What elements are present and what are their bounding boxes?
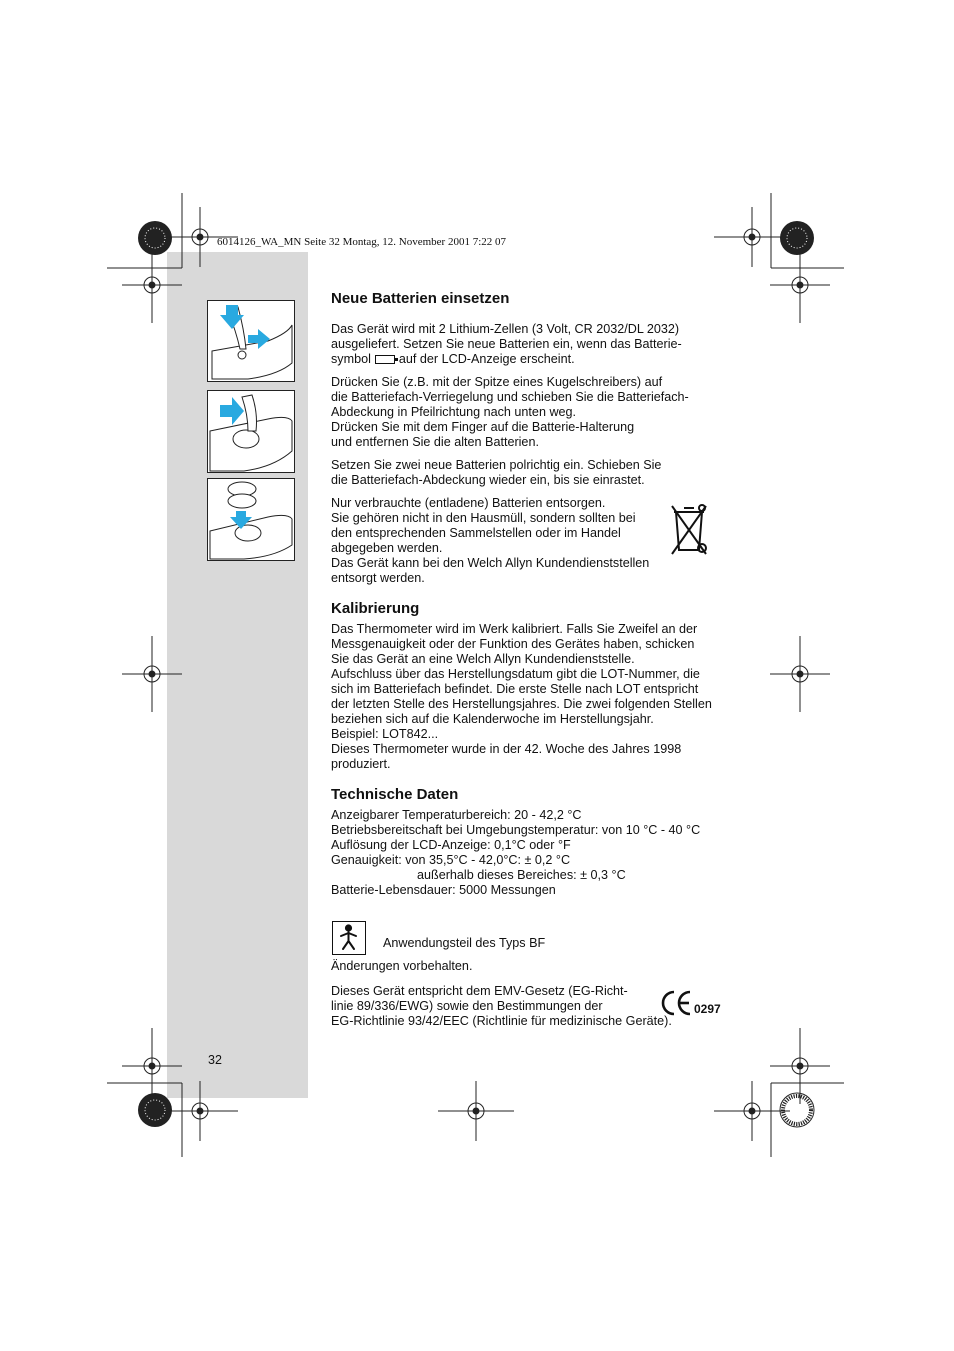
calibration-paragraph: Das Thermometer wird im Werk kalibriert. Falls Sie Zweifel an der Messgenauigkeit oder der Funktion des Gerätes haben, schicken Sie das Gerät an eine Welch Allyn Kundendienststelle. Aufschluss über das Herstellungsdatum gibt die LOT-Nummer, die sich im Batteriefach befindet. Die erste Stelle nach LOT entspricht der letzten Stelle des Herstellungsjahres. Die zwei folgenden Stellen beziehen sich auf die Kalenderwoche im Herstellungsjahr. Beispiel: LOT842... Dieses Thermometer wurde in der 42. Woche des Jahres 1998 produziert. xyxy=(331,622,712,771)
batteries-disposal-paragraph: Nur verbrauchte (entladene) Batterien entsorgen. Sie gehören nicht in den Hausmüll, sondern sollten bei den entsprechenden Sammelstellen oder im Handel abgegeben werden. Das Gerät kann bei den Welch Allyn Kundendienststellen entsorgt werden. xyxy=(331,496,650,585)
ce-mark-icon xyxy=(660,988,692,1018)
batteries-paragraph-2: Drücken Sie (z.B. mit der Spitze eines Kugelschreibers) auf die Batteriefach-Verriegelung und schieben Sie die Batteriefach- Abdeckung in Pfeilrichtung nach unten weg. Drücken Sie mit dem Finger auf die Batterie-Halterung und entfernen Sie die alten Batterien. xyxy=(331,375,689,449)
compliance-paragraph: Dieses Gerät entspricht dem EMV-Gesetz (EG-Richt- linie 89/336/EWG) sowie den Bestimmungen der EG-Richtlinie 93/42/EEC (Richtlinie für medizinische Geräte). xyxy=(331,984,672,1028)
bf-label: Anwendungsteil des Typs BF xyxy=(383,936,546,950)
print-header: 6014126_WA_MN Seite 32 Montag, 12. November 2001 7:22 07 xyxy=(217,236,507,248)
technical-data-list: Anzeigbarer Temperaturbereich: 20 - 42,2 °C Betriebsbereitschaft bei Umgebungstemperatur: von 10 °C - 40 °C Auflösung der LCD-Anzeige: 0,1°C oder °F Genauigkeit: von 35,5°C - 42,0°C: ± 0,2 °C außerhalb dieses Bereiches: ± 0,3 °C Batterie-Lebensdauer: 5000 Messungen xyxy=(331,808,701,897)
crossed-bin-icon xyxy=(670,502,712,558)
ce-notified-body-number: 0297 xyxy=(694,1002,721,1016)
changes-note: Änderungen vorbehalten. xyxy=(331,959,473,973)
page-number: 32 xyxy=(208,1053,222,1067)
figure-insert-new-batteries xyxy=(207,478,295,561)
battery-icon xyxy=(375,355,395,364)
figure-unlock-battery-cover xyxy=(207,300,295,382)
section-title-batteries: Neue Batterien einsetzen xyxy=(331,290,510,307)
batteries-paragraph-1: Das Gerät wird mit 2 Lithium-Zellen (3 Volt, CR 2032/DL 2032) ausgeliefert. Setzen Sie neue Batterien ein, wenn das Batterie- symbol auf der LCD-Anzeige erscheint. xyxy=(331,322,682,366)
main-content xyxy=(331,290,731,1037)
batteries-paragraph-3: Setzen Sie zwei neue Batterien polrichtig ein. Schieben Sie die Batteriefach-Abdeckung wieder ein, bis sie einrastet. xyxy=(331,458,662,487)
bf-applied-part-icon xyxy=(332,921,366,955)
section-title-technical-data: Technische Daten xyxy=(331,786,459,803)
section-title-calibration: Kalibrierung xyxy=(331,600,420,617)
figure-remove-old-batteries xyxy=(207,390,295,473)
